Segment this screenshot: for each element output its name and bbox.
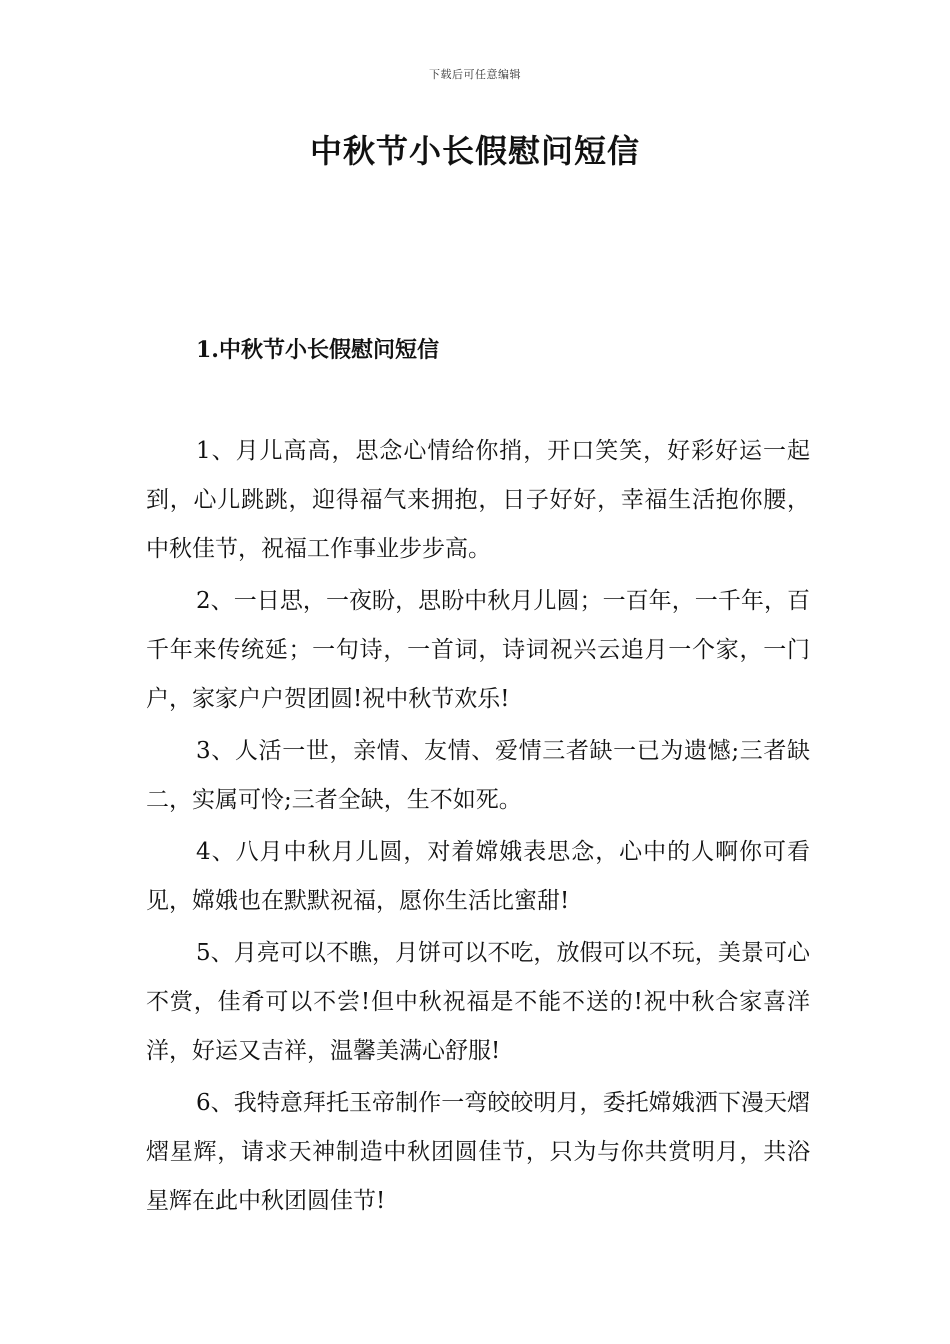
paragraph-4: 4、八月中秋月儿圆，对着嫦娥表思念，心中的人啊你可看见，嫦娥也在默默祝福，愿你生活比蜜甜! <box>146 839 810 914</box>
paragraph-1: 1、月儿高高，思念心情给你捎，开口笑笑，好彩好运一起到，心儿跳跳，迎得福气来拥抱，日子好好，幸福生活抱你腰，中秋佳节，祝福工作事业步步高。 <box>146 438 810 562</box>
paragraph-5: 5、月亮可以不瞧，月饼可以不吃，放假可以不玩，美景可心不赏，佳肴可以不尝!但中秋祝福是不能不送的!祝中秋合家喜洋洋，好运又吉祥，温馨美满心舒服! <box>146 940 810 1064</box>
section-heading: 1.中秋节小长假慰问短信 <box>196 337 439 363</box>
header-note: 下载后可任意编辑 <box>429 68 521 81</box>
paragraph-6: 6、我特意拜托玉帝制作一弯皎皎明月，委托嫦娥洒下漫天熠熠星辉，请求天神制造中秋团圆佳节，只为与你共赏明月，共浴星辉在此中秋团圆佳节! <box>146 1090 810 1214</box>
paragraph-2: 2、一日思，一夜盼，思盼中秋月儿圆；一百年，一千年，百千年来传统延；一句诗，一首词，诗词祝兴云追月一个家，一门户，家家户户贺团圆!祝中秋节欢乐! <box>146 588 810 712</box>
document-title: 中秋节小长假慰问短信 <box>309 132 640 170</box>
paragraph-3: 3、人活一世，亲情、友情、爱情三者缺一已为遗憾;三者缺二，实属可怜;三者全缺，生不如死。 <box>146 738 810 813</box>
document-body <box>146 427 810 1229</box>
